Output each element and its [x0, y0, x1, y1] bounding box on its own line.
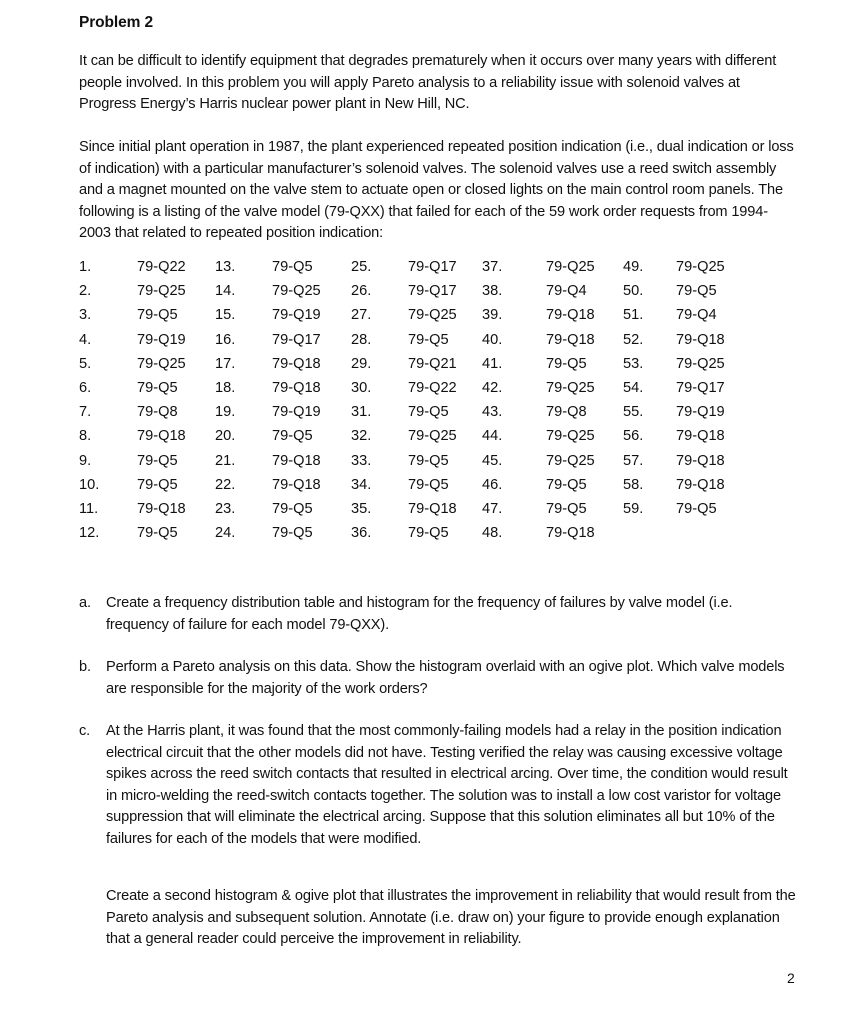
work-order-number: 59.: [623, 500, 644, 517]
valve-model: 79-Q25: [546, 428, 595, 445]
work-order-number: 22.: [215, 476, 236, 493]
work-order-number: 20.: [215, 428, 236, 445]
valve-model: 79-Q25: [408, 428, 457, 445]
work-order-number: 36.: [351, 525, 372, 542]
failure-list-row: [79, 404, 779, 428]
valve-model: 79-Q25: [272, 283, 321, 300]
valve-model: 79-Q4: [546, 283, 587, 300]
work-order-number: 24.: [215, 525, 236, 542]
work-order-number: 12.: [79, 525, 100, 542]
failure-list-row: [79, 525, 779, 549]
valve-model: 79-Q5: [272, 500, 313, 517]
valve-model: 79-Q5: [546, 355, 587, 372]
failure-list-row: [79, 453, 779, 477]
valve-model: 79-Q19: [137, 331, 186, 348]
work-order-number: 19.: [215, 404, 236, 421]
valve-model: 79-Q19: [272, 307, 321, 324]
work-order-number: 15.: [215, 307, 236, 324]
question-a-label: a.: [79, 595, 91, 611]
work-order-number: 35.: [351, 500, 372, 517]
valve-model: 79-Q5: [408, 476, 449, 493]
work-order-number: 37.: [482, 259, 503, 275]
work-order-number: 40.: [482, 331, 503, 348]
work-order-number: 3.: [79, 307, 92, 324]
valve-model: 79-Q18: [546, 307, 595, 324]
valve-model: 79-Q17: [272, 331, 321, 348]
work-order-number: 39.: [482, 307, 503, 324]
valve-model: 79-Q5: [272, 259, 313, 275]
work-order-number: 50.: [623, 283, 644, 300]
valve-model: 79-Q5: [676, 500, 717, 517]
work-order-number: 26.: [351, 283, 372, 300]
work-order-number: 8.: [79, 428, 92, 445]
work-order-number: 49.: [623, 259, 644, 275]
question-c-label: c.: [79, 723, 91, 739]
work-order-number: 52.: [623, 331, 644, 348]
valve-model: 79-Q17: [676, 379, 725, 396]
failure-list: [79, 259, 779, 549]
work-order-number: 43.: [482, 404, 503, 421]
valve-model: 79-Q18: [272, 452, 321, 469]
work-order-number: 6.: [79, 379, 92, 396]
work-order-number: 27.: [351, 307, 372, 324]
failure-list-row: [79, 332, 779, 356]
valve-model: 79-Q22: [137, 259, 186, 275]
valve-model: 79-Q18: [676, 452, 725, 469]
valve-model: 79-Q4: [676, 307, 717, 324]
work-order-number: 30.: [351, 379, 372, 396]
work-order-number: 38.: [482, 283, 503, 300]
valve-model: 79-Q18: [408, 500, 457, 517]
work-order-number: 41.: [482, 355, 503, 372]
work-order-number: 44.: [482, 428, 503, 445]
valve-model: 79-Q5: [546, 476, 587, 493]
work-order-number: 48.: [482, 525, 503, 542]
valve-model: 79-Q5: [408, 525, 449, 542]
question-b-label: b.: [79, 659, 91, 675]
work-order-number: 47.: [482, 500, 503, 517]
valve-model: 79-Q25: [137, 355, 186, 372]
valve-model: 79-Q5: [676, 283, 717, 300]
valve-model: 79-Q17: [408, 259, 457, 275]
valve-model: 79-Q5: [546, 500, 587, 517]
valve-model: 79-Q5: [272, 525, 313, 542]
valve-model: 79-Q5: [272, 428, 313, 445]
valve-model: 79-Q18: [272, 476, 321, 493]
valve-model: 79-Q18: [272, 355, 321, 372]
work-order-number: 9.: [79, 452, 92, 469]
valve-model: 79-Q19: [272, 404, 321, 421]
work-order-number: 16.: [215, 331, 236, 348]
work-order-number: 7.: [79, 404, 92, 421]
valve-model: 79-Q25: [546, 259, 595, 275]
work-order-number: 25.: [351, 259, 372, 275]
valve-model: 79-Q18: [137, 428, 186, 445]
valve-model: 79-Q5: [137, 307, 178, 324]
work-order-number: 21.: [215, 452, 236, 469]
failure-list-row: [79, 428, 779, 452]
valve-model: 79-Q18: [546, 525, 595, 542]
valve-model: 79-Q5: [137, 476, 178, 493]
work-order-number: 4.: [79, 331, 92, 348]
work-order-number: 29.: [351, 355, 372, 372]
work-order-number: 55.: [623, 404, 644, 421]
work-order-number: 54.: [623, 379, 644, 396]
valve-model: 79-Q25: [546, 452, 595, 469]
valve-model: 79-Q21: [408, 355, 457, 372]
valve-model: 79-Q18: [676, 331, 725, 348]
work-order-number: 33.: [351, 452, 372, 469]
valve-model: 79-Q8: [546, 404, 587, 421]
valve-model: 79-Q18: [272, 379, 321, 396]
work-order-number: 17.: [215, 355, 236, 372]
problem-title: Problem 2: [79, 14, 154, 31]
work-order-number: 1.: [79, 259, 92, 275]
work-order-number: 34.: [351, 476, 372, 493]
valve-model: 79-Q25: [137, 283, 186, 300]
valve-model: 79-Q5: [137, 379, 178, 396]
work-order-number: 2.: [79, 283, 92, 300]
work-order-number: 11.: [79, 500, 99, 517]
work-order-number: 46.: [482, 476, 503, 493]
work-order-number: 32.: [351, 428, 372, 445]
work-order-number: 14.: [215, 283, 236, 300]
work-order-number: 56.: [623, 428, 644, 445]
failure-list-row: [79, 477, 779, 501]
work-order-number: 42.: [482, 379, 503, 396]
valve-model: 79-Q22: [408, 379, 457, 396]
valve-model: 79-Q17: [408, 283, 457, 300]
work-order-number: 45.: [482, 452, 503, 469]
failure-list-row: [79, 380, 779, 404]
question-a-text: Create a frequency distribution table and histogram for the frequency of failures by valve model (i.e. frequency of failure for each model 79-QXX).: [106, 595, 733, 633]
valve-model: 79-Q18: [137, 500, 186, 517]
valve-model: 79-Q25: [676, 259, 725, 275]
valve-model: 79-Q18: [546, 331, 595, 348]
intro-paragraph: It can be difficult to identify equipment that degrades prematurely when it occurs over many years with different people involved. In this problem you will apply Pareto analysis to a reliability issue with solenoid valves at Progress Energy’s Harris nuclear power plant in New Hill, NC.: [79, 53, 777, 112]
work-order-number: 23.: [215, 500, 236, 517]
work-order-number: 28.: [351, 331, 372, 348]
failure-list-row: [79, 307, 779, 331]
work-order-number: 10.: [79, 476, 100, 493]
valve-model: 79-Q18: [676, 428, 725, 445]
question-c-followup-text: Create a second histogram & ogive plot that illustrates the improvement in reliability that would result from the Pareto analysis and subsequent solution. Annotate (i.e. draw on) your figure to provide enough explanation that a general reader could perceive the improvement in reliability.: [106, 888, 796, 947]
valve-model: 79-Q25: [408, 307, 457, 324]
valve-model: 79-Q5: [137, 525, 178, 542]
page-number: 2: [787, 970, 795, 986]
valve-model: 79-Q25: [676, 355, 725, 372]
background-paragraph: Since initial plant operation in 1987, the plant experienced repeated position indication (i.e., dual indication or loss of indication) with a particular manufacturer’s solenoid valves. The solenoid valves use a reed switch assembly and a magnet mounted on the valve stem to actuate open or closed lights on the main control room panels. The following is a listing of the valve model (79-QXX) that failed for each of the 59 work order requests from 1994-2003 that related to repeated position indication:: [79, 139, 794, 241]
valve-model: 79-Q25: [546, 379, 595, 396]
failure-list-row: [79, 259, 779, 283]
failure-list-row: [79, 501, 779, 525]
failure-list-row: [79, 283, 779, 307]
question-b-text: Perform a Pareto analysis on this data. Show the histogram overlaid with an ogive plot. Which valve models are responsible for the majority of the work orders?: [106, 659, 785, 697]
work-order-number: 57.: [623, 452, 644, 469]
work-order-number: 18.: [215, 379, 236, 396]
valve-model: 79-Q5: [408, 331, 449, 348]
work-order-number: 13.: [215, 259, 236, 275]
valve-model: 79-Q19: [676, 404, 725, 421]
work-order-number: 5.: [79, 355, 92, 372]
valve-model: 79-Q5: [137, 452, 178, 469]
work-order-number: 31.: [351, 404, 372, 421]
valve-model: 79-Q5: [408, 452, 449, 469]
valve-model: 79-Q8: [137, 404, 178, 421]
work-order-number: 58.: [623, 476, 644, 493]
work-order-number: 51.: [623, 307, 644, 324]
valve-model: 79-Q5: [408, 404, 449, 421]
valve-model: 79-Q18: [676, 476, 725, 493]
failure-list-row: [79, 356, 779, 380]
question-c-text: At the Harris plant, it was found that the most commonly-failing models had a relay in the position indication electrical circuit that the other models did not have. Testing verified the relay was causing excessive voltage spikes across the reed switch contacts that resulted in electrical arcing. Over time, the condition would result in micro-welding the reed-switch contacts together. The solution was to install a low cost varistor for voltage suppression that will eliminate the electrical arcing. Suppose that this solution eliminates all but 10% of the failures for each of the models that were modified.: [106, 723, 788, 847]
work-order-number: 53.: [623, 355, 644, 372]
